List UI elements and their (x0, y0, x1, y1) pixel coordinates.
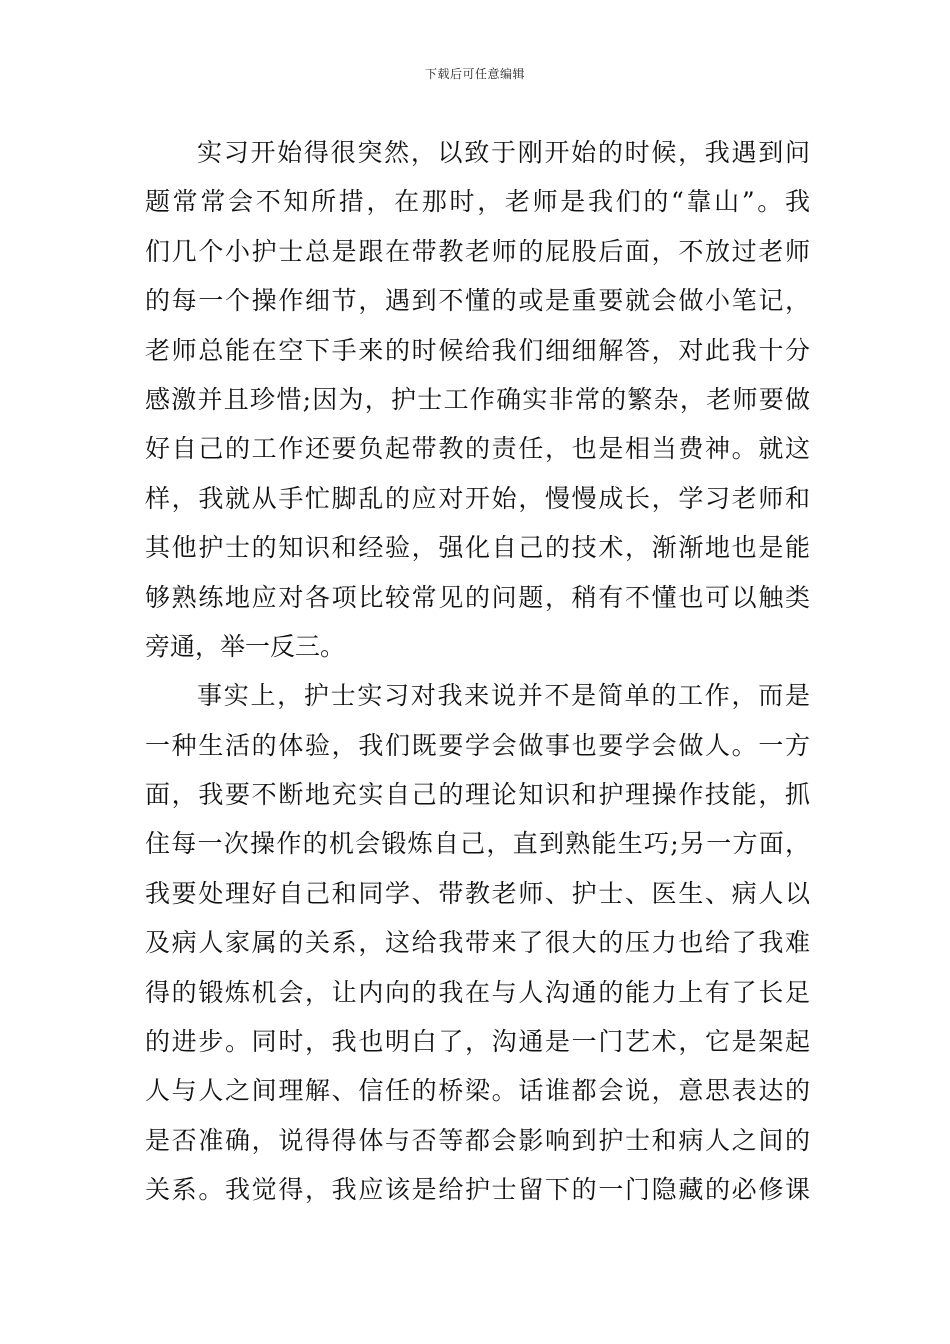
text-line: 一种生活的体验，我们既要学会做事也要学会做人。一方 (145, 730, 810, 760)
text-line: 及病人家属的关系，这给我带来了很大的压力也给了我难 (145, 928, 810, 958)
text-line: 面，我要不断地充实自己的理论知识和护理操作技能，抓 (145, 780, 810, 810)
document-body (145, 128, 810, 1215)
text-line: 的进步。同时，我也明白了，沟通是一门艺术，它是架起 (145, 1027, 810, 1057)
text-line: 题常常会不知所措，在那时，老师是我们的“靠山”。我 (145, 187, 810, 217)
text-line: 得的锻炼机会，让内向的我在与人沟通的能力上有了长足 (145, 977, 810, 1007)
text-line: 事实上，护士实习对我来说并不是简单的工作，而是 (197, 681, 810, 711)
text-line: 其他护士的知识和经验，强化自己的技术，渐渐地也是能 (145, 533, 810, 563)
paragraph-1 (145, 128, 810, 671)
text-line: 我要处理好自己和同学、带教老师、护士、医生、病人以 (145, 878, 810, 908)
text-line: 的每一个操作细节，遇到不懂的或是重要就会做小笔记， (145, 286, 810, 316)
paragraph-2 (145, 671, 810, 1214)
text-line: 感激并且珍惜;因为，护士工作确实非常的繁杂，老师要做 (145, 384, 810, 414)
text-line: 旁通，举一反三。 (145, 631, 346, 661)
text-line: 住每一次操作的机会锻炼自己，直到熟能生巧;另一方面， (145, 829, 810, 859)
text-line: 实习开始得很突然，以致于刚开始的时候，我遇到问 (197, 138, 810, 167)
page-header: 下载后可任意编辑 (424, 67, 525, 81)
text-line: 是否准确，说得得体与否等都会影响到护士和病人之间的 (145, 1125, 810, 1155)
text-line: 好自己的工作还要负起带教的责任，也是相当费神。就这 (145, 434, 810, 464)
text-line: 老师总能在空下手来的时候给我们细细解答，对此我十分 (145, 335, 810, 365)
text-line: 够熟练地应对各项比较常见的问题，稍有不懂也可以触类 (145, 582, 810, 612)
text-line: 样，我就从手忙脚乱的应对开始，慢慢成长，学习老师和 (145, 483, 810, 513)
text-line: 们几个小护士总是跟在带教老师的屁股后面，不放过老师 (145, 236, 810, 266)
text-line: 人与人之间理解、信任的桥梁。话谁都会说，意思表达的 (145, 1076, 810, 1106)
text-line: 关系。我觉得，我应该是给护士留下的一门隐藏的必修课 (145, 1175, 810, 1205)
